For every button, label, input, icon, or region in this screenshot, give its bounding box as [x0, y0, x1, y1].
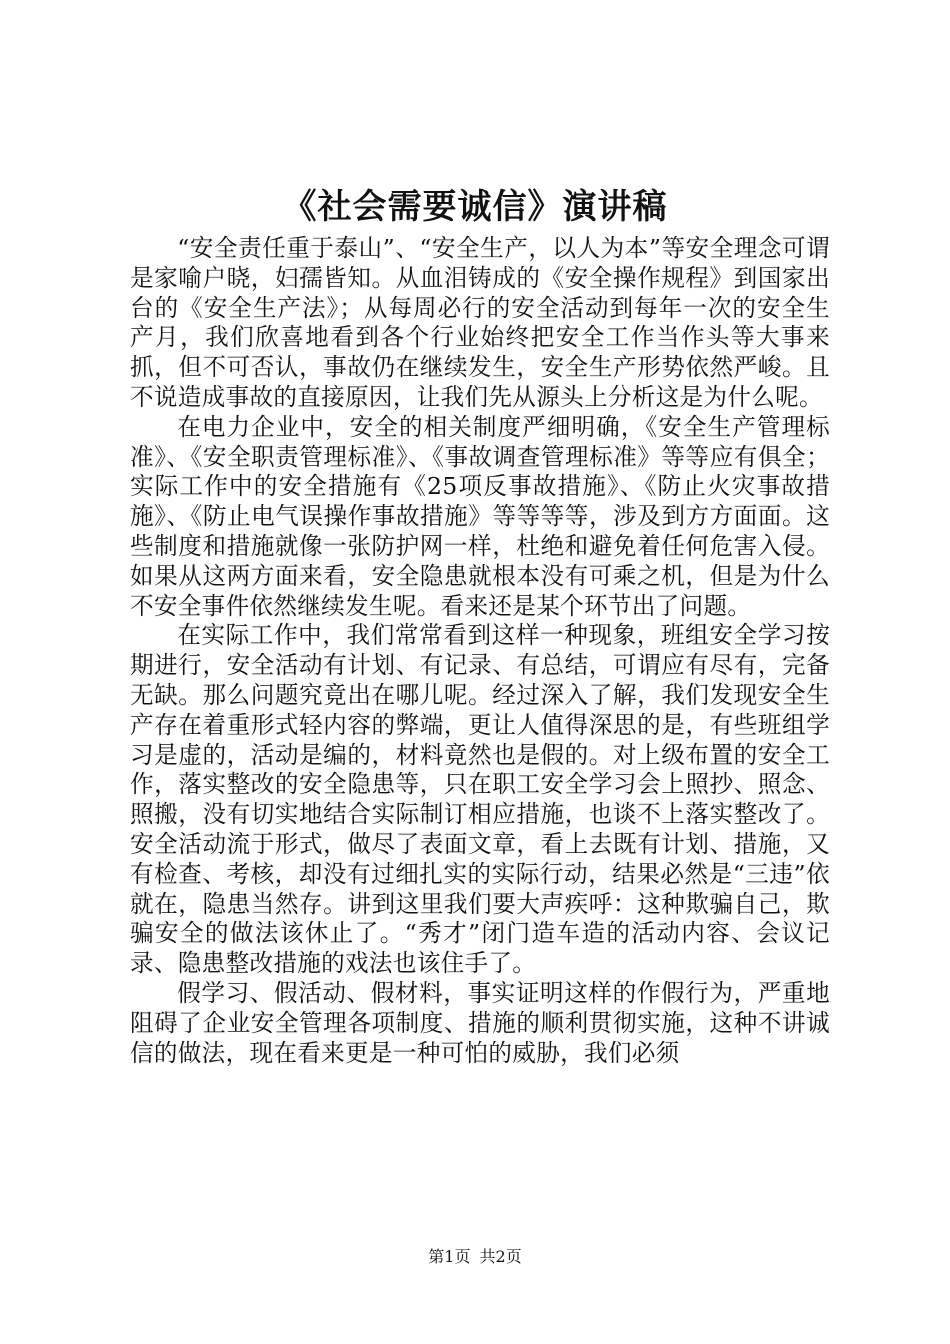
paragraph: 在实际工作中，我们常常看到这样一种现象，班组安全学习按期进行，安全活动有计划、有记录、有总结，可谓应有尽有，完备无缺。那么问题究竟出在哪儿呢。经过深入了解，我们发现安全生产存在着重形式轻内容的弊端，更让人值得深思的是，有些班组学习是虚的，活动是编的，材料竟然也是假的。对上级布置的安全工作，落实整改的安全隐患等，只在职工安全学习会上照抄、照念、照搬，没有切实地结合实际制订相应措施，也谈不上落实整改了。安全活动流于形式，做尽了表面文章，看上去既有计划、措施，又有检查、考核，却没有过细扎实的实际行动，结果必然是“三违”依就在，隐患当然存。讲到这里我们要大声疾呼：这种欺骗自己，欺骗安全的做法该休止了。“秀才”闭门造车造的活动内容、会议记录、隐患整改措施的戏法也该住手了。: [130, 621, 830, 978]
document-title: 《社会需要诚信》演讲稿: [282, 187, 668, 227]
document-body: [130, 234, 830, 1068]
page-number: 第1页: [428, 1247, 471, 1266]
paragraph: “安全责任重于泰山”、“安全生产，以人为本”等安全理念可谓是家喻户晓，妇孺皆知。从血泪铸成的《安全操作规程》到国家出台的《安全生产法》；从每周必行的安全活动到每年一次的安全生产月，我们欣喜地看到各个行业始终把安全工作当作头等大事来抓，但不可否认，事故仍在继续发生，安全生产形势依然严峻。且不说造成事故的直接原因，让我们先从源头上分析这是为什么呢。: [130, 234, 830, 411]
page-footer: [0, 1246, 950, 1268]
paragraph: 在电力企业中，安全的相关制度严细明确，《安全生产管理标准》、《安全职责管理标准》、《事故调查管理标准》等等应有俱全；实际工作中的安全措施有《25项反事故措施》、《防止火灾事故措施》、《防止电气误操作事故措施》等等等等，涉及到方方面面。这些制度和措施就像一张防护网一样，杜绝和避免着任何危害入侵。如果从这两方面来看，安全隐患就根本没有可乘之机，但是为什么不安全事件依然继续发生呢。看来还是某个环节出了问题。: [130, 412, 830, 620]
paragraph: 假学习、假活动、假材料，事实证明这样的作假行为，严重地阻碍了企业安全管理各项制度、措施的顺利贯彻实施，这种不讲诚信的做法，现在看来更是一种可怕的威胁，我们必须: [130, 978, 830, 1067]
page-total: 共2页: [479, 1247, 522, 1266]
